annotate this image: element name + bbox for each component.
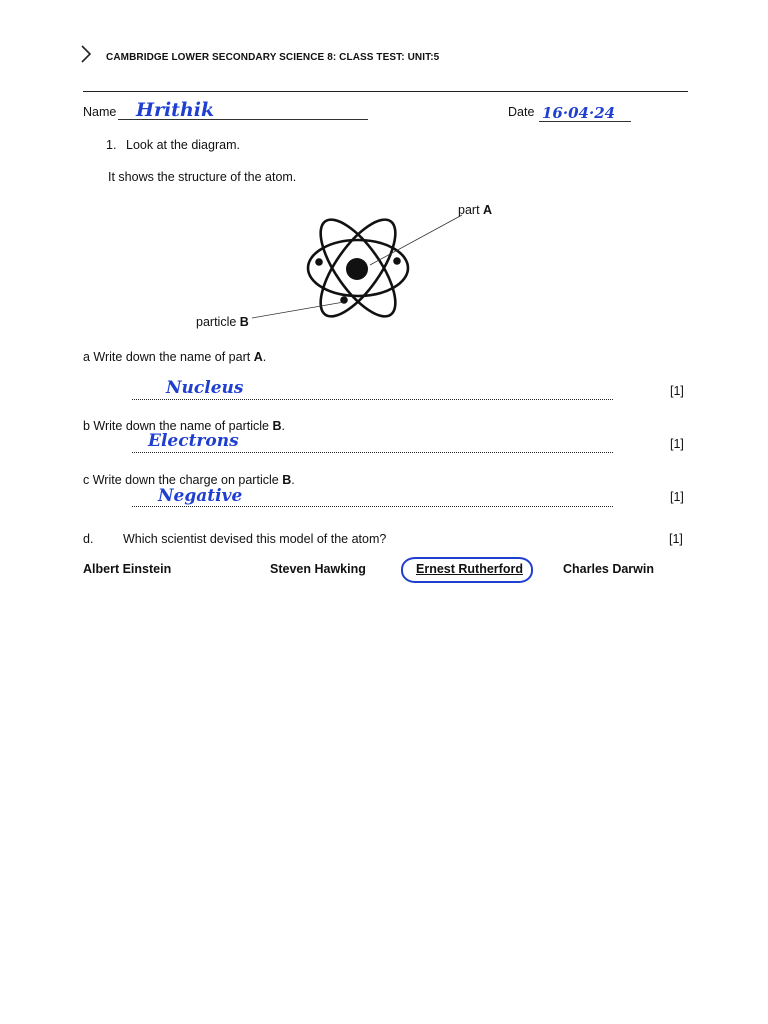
question-prompt: Look at the diagram. <box>126 138 240 152</box>
label-part-a: part A <box>458 203 493 217</box>
question-d-prompt: Which scientist devised this model of the atom? <box>123 532 387 546</box>
name-handwritten[interactable]: Hrithik <box>136 99 215 121</box>
answer-a-handwritten[interactable]: Nucleus <box>166 378 244 398</box>
label-particle-b: particle B <box>196 315 249 329</box>
question-b: b Write down the name of particle B. <box>83 419 285 433</box>
electron-right <box>393 257 401 265</box>
marks-b: [1] <box>670 437 684 451</box>
selected-answer-circle <box>401 557 533 583</box>
question-c: c Write down the charge on particle B. <box>83 473 295 487</box>
date-handwritten[interactable]: 16·04·24 <box>542 104 616 122</box>
nucleus <box>346 258 368 280</box>
atom-diagram <box>240 200 500 330</box>
marks-a: [1] <box>670 384 684 398</box>
option-ernest-rutherford[interactable]: Ernest Rutherford <box>416 562 523 576</box>
marks-c: [1] <box>670 490 684 504</box>
header-divider <box>83 91 688 92</box>
chevron-right-icon <box>80 44 92 68</box>
question-d-letter: d. <box>83 532 94 546</box>
leader-line-part-a <box>370 215 462 265</box>
answer-b-handwritten[interactable]: Electrons <box>148 431 239 451</box>
answer-c-handwritten[interactable]: Negative <box>158 486 243 506</box>
name-label: Name <box>83 105 117 119</box>
date-label: Date <box>508 105 535 119</box>
test-title: CAMBRIDGE LOWER SECONDARY SCIENCE 8: CLASS TEST: UNIT:5 <box>106 52 440 63</box>
question-description: It shows the structure of the atom. <box>108 170 297 184</box>
question-number: 1. <box>106 138 117 152</box>
marks-d: [1] <box>669 532 683 546</box>
electron-left <box>315 258 323 266</box>
option-steven-hawking[interactable]: Steven Hawking <box>270 562 366 576</box>
option-charles-darwin[interactable]: Charles Darwin <box>563 562 655 576</box>
answer-line-b <box>132 452 613 453</box>
option-albert-einstein[interactable]: Albert Einstein <box>83 562 172 576</box>
question-a: a Write down the name of part A. <box>83 350 267 364</box>
answer-line-a <box>132 399 613 400</box>
answer-line-c <box>132 506 613 507</box>
